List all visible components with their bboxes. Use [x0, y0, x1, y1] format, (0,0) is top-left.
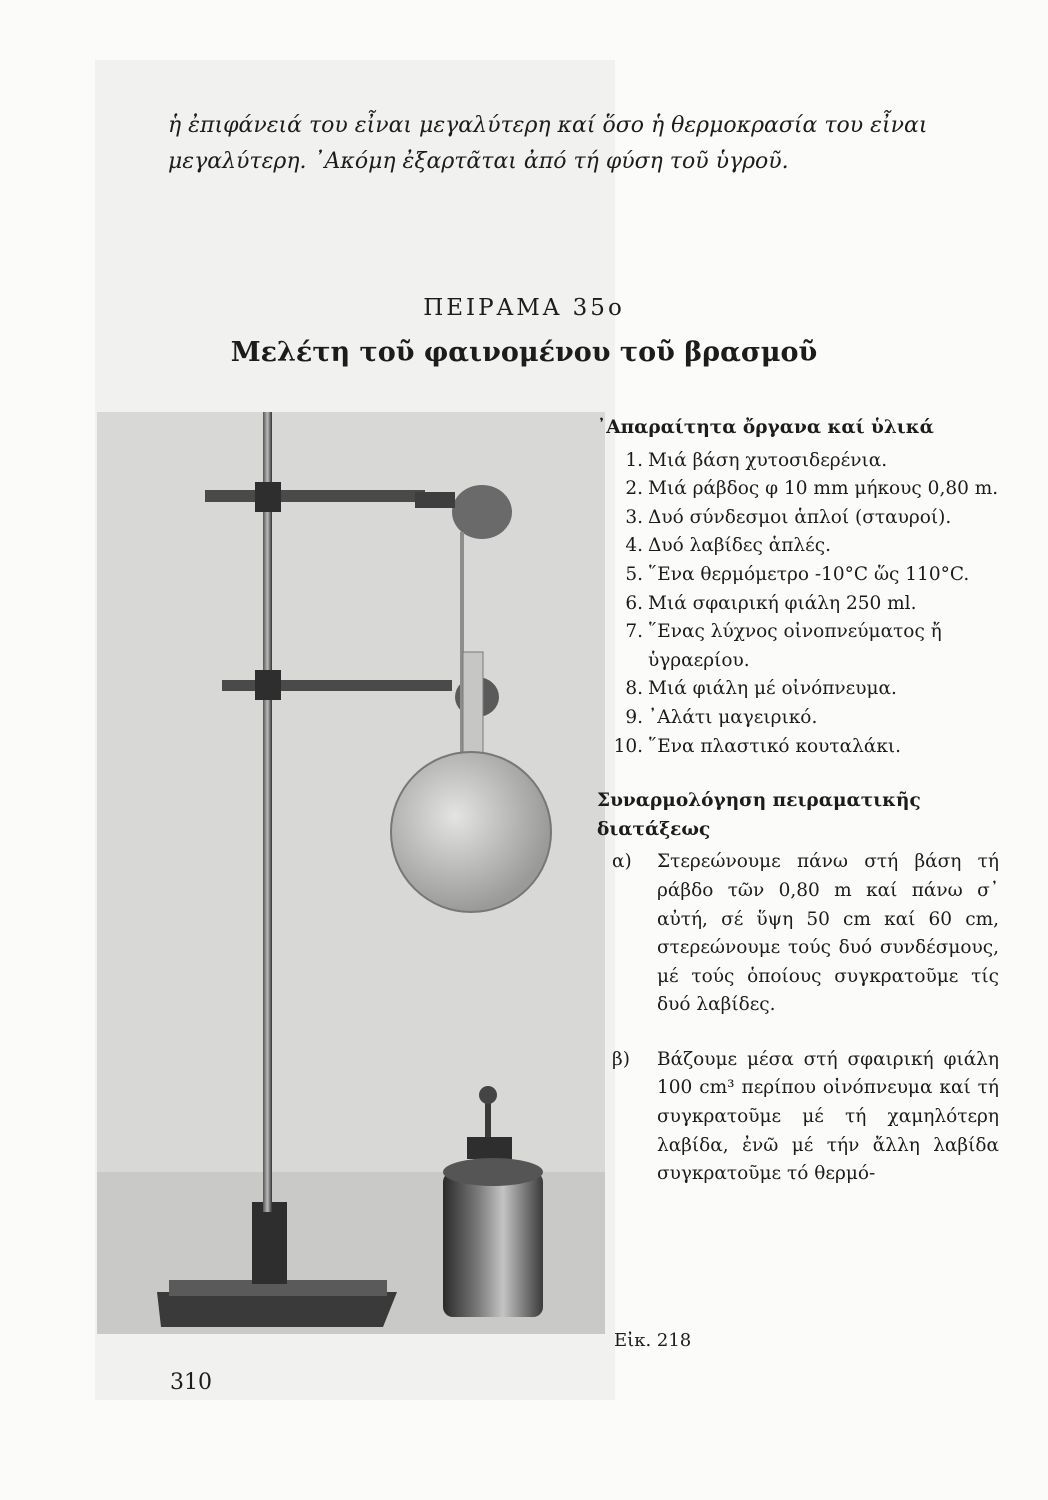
- upper-connector: [255, 482, 281, 512]
- stand-base: [157, 1292, 397, 1327]
- assembly-steps: [597, 848, 999, 1189]
- list-item: 3. Δυό σύνδεσμοι ἁπλοί (σταυροί).: [625, 506, 952, 528]
- lower-connector: [255, 670, 281, 700]
- list-item: 9. ᾿Αλάτι μαγειρικό.: [625, 706, 818, 728]
- round-flask: [391, 752, 551, 912]
- list-item: 7. ῞Ενας λύχνος οἰνοπνεύματος ἤ ὑγραερίου.: [625, 621, 942, 671]
- list-item: 8. Μιά φιάλη μέ οἰνόπνευμα.: [625, 678, 897, 700]
- experiment-subtitle: Μελέτη τοῦ φαινομένου τοῦ βρασμοῦ: [230, 337, 818, 368]
- assembly-step: α) Στερεώνουμε πάνω στή βάση τή ράβδο τῶν 0,80 m καί πάνω σ᾿ αὐτή, σέ ὕψη 50 cm καί 60 cm, στερεώνουμε τούς δυό συνδέσμους, μέ τούς ὁποίους συγκρατοῦμε τίς δυό λαβίδες.: [612, 851, 999, 1016]
- list-item: 6. Μιά σφαιρική φιάλη 250 ml.: [625, 592, 917, 614]
- experiment-title: ΠΕΙΡΑΜΑ 35ο: [423, 295, 625, 321]
- upper-clamp-arm: [205, 490, 425, 502]
- list-item: 10. ῞Ενα πλαστικό κουταλάκι.: [613, 735, 902, 757]
- intro-line-1: ἡ ἐπιφάνειά του εἶναι μεγαλύτερη καί ὅσο ἡ θερμοκρασία του εἶναι: [168, 113, 928, 138]
- fuel-canister: [443, 1172, 543, 1317]
- list-item: 1. Μιά βάση χυτοσιδερένια.: [625, 449, 888, 471]
- right-column: [597, 414, 999, 1189]
- assembly-step: β) Βάζουμε μέσα στή σφαιρική φιάλη 100 cm³ περίπου οἰνόπνευμα καί τή συγκρατοῦμε μέ τή χαμηλότερη λαβίδα, ἐνῶ μέ τήν ἄλλη λαβίδα συγκρατοῦμε τό θερμό-: [612, 1048, 999, 1185]
- intro-paragraph: [168, 108, 948, 180]
- figure-caption: Εἰκ. 218: [614, 1330, 692, 1351]
- list-item: 4. Δυό λαβίδες ἁπλές.: [625, 535, 831, 557]
- intro-line-2: μεγαλύτερη. ᾿Ακόμη ἐξαρτᾶται ἀπό τή φύση τοῦ ὑγροῦ.: [168, 149, 789, 174]
- rod-boss: [252, 1202, 287, 1284]
- burner-valve: [479, 1086, 497, 1104]
- materials-heading: ᾿Απαραίτητα ὄργανα καί ὑλικά: [597, 417, 934, 438]
- apparatus-photo: [97, 412, 605, 1334]
- assembly-heading: Συναρμολόγηση πειραματικῆς διατάξεως: [597, 790, 921, 840]
- list-item: 5. ῞Ενα θερμόμετρο -10°C ὥς 110°C.: [625, 563, 970, 585]
- list-item: 2. Μιά ράβδος φ 10 mm μήκους 0,80 m.: [625, 478, 999, 500]
- upper-clamp-jaw: [452, 485, 512, 539]
- page-number: 310: [170, 1370, 212, 1395]
- stand-rod: [263, 412, 272, 1212]
- materials-list: [597, 447, 999, 762]
